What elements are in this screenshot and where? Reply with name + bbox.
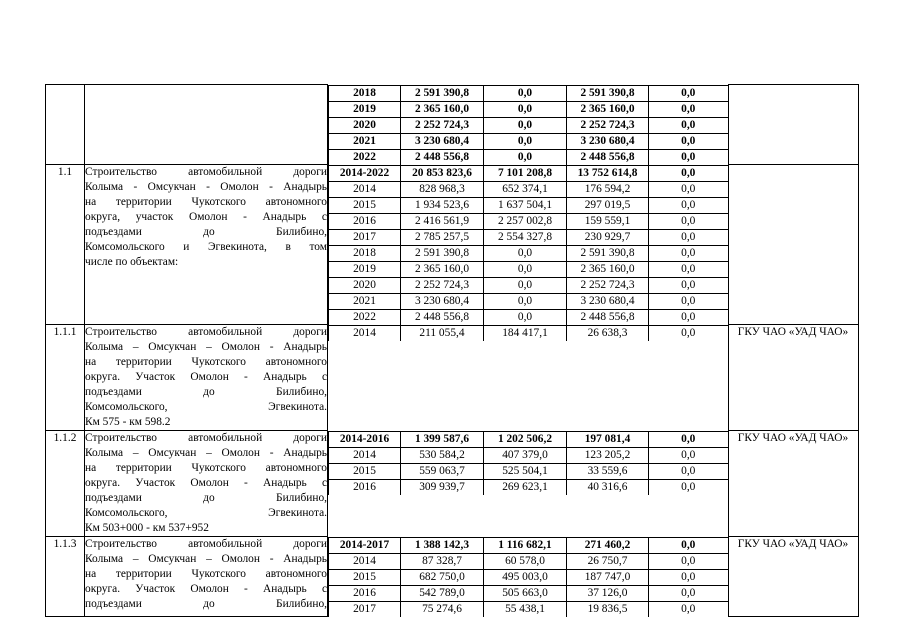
- value-row: [329, 181, 728, 197]
- total-cell: 211 055,4: [401, 325, 484, 341]
- description-line: Км 575 - км 598.2: [85, 416, 171, 428]
- section-description: [85, 431, 328, 537]
- value-row: [329, 213, 728, 229]
- other-cell: 0,0: [649, 325, 728, 341]
- description-line: подъездами до Билибино,: [85, 386, 327, 398]
- description-line: на территории Чукотского автономного: [85, 568, 327, 580]
- regional-cell: 297 019,5: [567, 197, 649, 213]
- regional-cell: 123 205,2: [567, 447, 649, 463]
- total-cell: 2 252 724,3: [401, 117, 484, 133]
- regional-cell: 2 365 160,0: [567, 261, 649, 277]
- section-number-cell: [46, 85, 85, 165]
- description-line: на территории Чукотского автономного: [85, 462, 327, 474]
- regional-cell: 230 929,7: [567, 229, 649, 245]
- description-line: подъездами до Билибино,: [85, 492, 327, 504]
- total-cell: 2 448 556,8: [401, 149, 484, 165]
- total-cell: 1 399 587,6: [401, 431, 484, 447]
- value-row: [329, 149, 728, 165]
- other-cell: 0,0: [649, 181, 728, 197]
- federal-cell: 2 554 327,8: [484, 229, 567, 245]
- description-line: Км 503+000 - км 537+952: [85, 522, 209, 534]
- regional-cell: 187 747,0: [567, 569, 649, 585]
- other-cell: 0,0: [649, 553, 728, 569]
- value-row: [329, 277, 728, 293]
- federal-cell: 652 374,1: [484, 181, 567, 197]
- value-row: [329, 309, 728, 325]
- description-line: Строительство автомобильной дороги: [85, 166, 327, 178]
- federal-cell: 0,0: [484, 133, 567, 149]
- total-cell: 559 063,7: [401, 463, 484, 479]
- total-cell: 2 448 556,8: [401, 309, 484, 325]
- section-1-1: [46, 165, 859, 325]
- total-cell: 2 591 390,8: [401, 85, 484, 101]
- section-number: 1.1.2: [46, 431, 85, 537]
- description-line: Строительство автомобильной дороги: [85, 432, 327, 444]
- federal-cell: 184 417,1: [484, 325, 567, 341]
- federal-cell: 0,0: [484, 277, 567, 293]
- section-number: 1.1.1: [46, 325, 85, 431]
- total-cell: 1 934 523,6: [401, 197, 484, 213]
- regional-cell: 26 638,3: [567, 325, 649, 341]
- value-row: [329, 553, 728, 569]
- value-row: [329, 601, 728, 617]
- total-cell: 530 584,2: [401, 447, 484, 463]
- executor-cell: [728, 85, 858, 165]
- section-1-1-2: [46, 431, 859, 537]
- federal-cell: 495 003,0: [484, 569, 567, 585]
- value-row: [329, 197, 728, 213]
- other-cell: 0,0: [649, 149, 728, 165]
- federal-cell: 7 101 208,8: [484, 165, 567, 181]
- regional-cell: 2 252 724,3: [567, 117, 649, 133]
- description-line: округа, участок Омолон - Анадырь с: [85, 211, 327, 223]
- value-row: [329, 261, 728, 277]
- regional-cell: 40 316,6: [567, 479, 649, 495]
- regional-cell: 3 230 680,4: [567, 293, 649, 309]
- year-cell: 2016: [329, 585, 401, 601]
- other-cell: 0,0: [649, 245, 728, 261]
- executor: ГКУ ЧАО «УАД ЧАО»: [728, 431, 858, 537]
- total-cell: 3 230 680,4: [401, 293, 484, 309]
- year-cell: 2022: [329, 309, 401, 325]
- other-cell: 0,0: [649, 463, 728, 479]
- year-cell: 2014: [329, 181, 401, 197]
- year-cell: 2018: [329, 245, 401, 261]
- description-line: округа. Участок Омолон - Анадырь с: [85, 371, 327, 383]
- description-line: Строительство автомобильной дороги: [85, 326, 327, 338]
- regional-cell: 2 448 556,8: [567, 149, 649, 165]
- values-table: [328, 537, 728, 617]
- value-row: [329, 447, 728, 463]
- executor: [728, 165, 858, 325]
- total-cell: 828 968,3: [401, 181, 484, 197]
- section-number: 1.1: [46, 165, 85, 325]
- year-cell: 2016: [329, 479, 401, 495]
- section-number: 1.1.3: [46, 537, 85, 617]
- year-cell: 2014-2017: [329, 537, 401, 553]
- regional-cell: 26 750,7: [567, 553, 649, 569]
- values-table: [328, 431, 728, 495]
- values-cell: [328, 325, 729, 431]
- total-cell: 1 388 142,3: [401, 537, 484, 553]
- regional-cell: 33 559,6: [567, 463, 649, 479]
- federal-cell: 407 379,0: [484, 447, 567, 463]
- year-cell: 2015: [329, 569, 401, 585]
- description-line: Комсомольского и Эгвекинота, в том: [85, 241, 327, 253]
- other-cell: 0,0: [649, 277, 728, 293]
- value-row: [329, 293, 728, 309]
- other-cell: 0,0: [649, 601, 728, 617]
- federal-cell: 1 202 506,2: [484, 431, 567, 447]
- values-table: [328, 325, 728, 341]
- values-table: [328, 165, 728, 325]
- description-line: Колыма – Омсукчан – Омолон - Анадырь: [85, 553, 327, 565]
- description-line: Строительство автомобильной дороги: [85, 538, 327, 550]
- description-line: Комсомольского, Эгвекинота.: [85, 507, 327, 519]
- other-cell: 0,0: [649, 133, 728, 149]
- year-cell: 2015: [329, 197, 401, 213]
- other-cell: 0,0: [649, 479, 728, 495]
- regional-cell: 3 230 680,4: [567, 133, 649, 149]
- regional-cell: 2 591 390,8: [567, 85, 649, 101]
- section-description: [85, 537, 328, 617]
- section-continuation: [46, 85, 859, 165]
- total-cell: 542 789,0: [401, 585, 484, 601]
- values-table: [328, 85, 728, 165]
- section-1-1-3: [46, 537, 859, 617]
- other-cell: 0,0: [649, 309, 728, 325]
- description-line: на территории Чукотского автономного: [85, 196, 327, 208]
- total-cell: 2 591 390,8: [401, 245, 484, 261]
- description-line: округа. Участок Омолон - Анадырь с: [85, 477, 327, 489]
- total-cell: 2 252 724,3: [401, 277, 484, 293]
- value-row: [329, 569, 728, 585]
- year-cell: 2021: [329, 293, 401, 309]
- other-cell: 0,0: [649, 165, 728, 181]
- year-cell: 2017: [329, 229, 401, 245]
- federal-cell: 0,0: [484, 101, 567, 117]
- regional-cell: 2 252 724,3: [567, 277, 649, 293]
- year-cell: 2014: [329, 553, 401, 569]
- other-cell: 0,0: [649, 537, 728, 553]
- value-row: [329, 431, 728, 447]
- year-cell: 2019: [329, 101, 401, 117]
- year-cell: 2015: [329, 463, 401, 479]
- description-line: Колыма - Омсукчан - Омолон - Анадырь: [85, 181, 327, 193]
- value-row: [329, 85, 728, 101]
- year-cell: 2016: [329, 213, 401, 229]
- description-line: подъездами до Билибино,: [85, 226, 327, 238]
- other-cell: 0,0: [649, 261, 728, 277]
- values-cell: [328, 431, 729, 537]
- other-cell: 0,0: [649, 101, 728, 117]
- federal-cell: 0,0: [484, 309, 567, 325]
- value-row: [329, 133, 728, 149]
- year-cell: 2022: [329, 149, 401, 165]
- other-cell: 0,0: [649, 213, 728, 229]
- federal-cell: 0,0: [484, 261, 567, 277]
- regional-cell: 2 365 160,0: [567, 101, 649, 117]
- executor: ГКУ ЧАО «УАД ЧАО»: [728, 537, 858, 617]
- value-row: [329, 585, 728, 601]
- year-cell: 2014: [329, 447, 401, 463]
- year-cell: 2020: [329, 117, 401, 133]
- regional-cell: 13 752 614,8: [567, 165, 649, 181]
- federal-cell: 0,0: [484, 117, 567, 133]
- total-cell: 2 416 561,9: [401, 213, 484, 229]
- value-row: [329, 325, 728, 341]
- total-cell: 75 274,6: [401, 601, 484, 617]
- value-row: [329, 101, 728, 117]
- description-line: на территории Чукотского автономного: [85, 356, 327, 368]
- regional-cell: 271 460,2: [567, 537, 649, 553]
- description-line: Комсомольского, Эгвекинота.: [85, 401, 327, 413]
- regional-cell: 19 836,5: [567, 601, 649, 617]
- total-cell: 309 939,7: [401, 479, 484, 495]
- section-1-1-1: [46, 325, 859, 431]
- year-cell: 2014: [329, 325, 401, 341]
- regional-cell: 2 448 556,8: [567, 309, 649, 325]
- value-row: [329, 245, 728, 261]
- value-row: [329, 229, 728, 245]
- other-cell: 0,0: [649, 229, 728, 245]
- values-cell: [328, 165, 729, 325]
- other-cell: 0,0: [649, 293, 728, 309]
- federal-cell: 0,0: [484, 85, 567, 101]
- total-cell: 20 853 823,6: [401, 165, 484, 181]
- federal-cell: 0,0: [484, 149, 567, 165]
- regional-cell: 2 591 390,8: [567, 245, 649, 261]
- year-cell: 2014-2016: [329, 431, 401, 447]
- executor: ГКУ ЧАО «УАД ЧАО»: [728, 325, 858, 431]
- regional-cell: 159 559,1: [567, 213, 649, 229]
- other-cell: 0,0: [649, 585, 728, 601]
- federal-cell: 2 257 002,8: [484, 213, 567, 229]
- federal-cell: 1 637 504,1: [484, 197, 567, 213]
- section-description: [85, 325, 328, 431]
- other-cell: 0,0: [649, 85, 728, 101]
- other-cell: 0,0: [649, 197, 728, 213]
- value-row: [329, 117, 728, 133]
- values-cell: [328, 85, 729, 165]
- federal-cell: 525 504,1: [484, 463, 567, 479]
- total-cell: 2 785 257,5: [401, 229, 484, 245]
- regional-cell: 176 594,2: [567, 181, 649, 197]
- section-description-cell: [85, 85, 328, 165]
- year-cell: 2019: [329, 261, 401, 277]
- year-cell: 2014-2022: [329, 165, 401, 181]
- total-cell: 682 750,0: [401, 569, 484, 585]
- year-cell: 2020: [329, 277, 401, 293]
- federal-cell: 0,0: [484, 245, 567, 261]
- section-description: [85, 165, 328, 325]
- values-cell: [328, 537, 729, 617]
- value-row: [329, 165, 728, 181]
- federal-cell: 505 663,0: [484, 585, 567, 601]
- year-cell: 2018: [329, 85, 401, 101]
- other-cell: 0,0: [649, 447, 728, 463]
- value-row: [329, 463, 728, 479]
- description-line: округа. Участок Омолон - Анадырь с: [85, 583, 327, 595]
- other-cell: 0,0: [649, 569, 728, 585]
- total-cell: 3 230 680,4: [401, 133, 484, 149]
- description-line: Колыма – Омсукчан – Омолон - Анадырь: [85, 447, 327, 459]
- description-line: числе по объектам:: [85, 256, 179, 268]
- value-row: [329, 479, 728, 495]
- federal-cell: 1 116 682,1: [484, 537, 567, 553]
- other-cell: 0,0: [649, 117, 728, 133]
- total-cell: 87 328,7: [401, 553, 484, 569]
- year-cell: 2021: [329, 133, 401, 149]
- total-cell: 2 365 160,0: [401, 101, 484, 117]
- value-row: [329, 537, 728, 553]
- total-cell: 2 365 160,0: [401, 261, 484, 277]
- description-line: подъездами до Билибино,: [85, 598, 327, 610]
- year-cell: 2017: [329, 601, 401, 617]
- federal-cell: 60 578,0: [484, 553, 567, 569]
- federal-cell: 269 623,1: [484, 479, 567, 495]
- federal-cell: 55 438,1: [484, 601, 567, 617]
- federal-cell: 0,0: [484, 293, 567, 309]
- regional-cell: 37 126,0: [567, 585, 649, 601]
- regional-cell: 197 081,4: [567, 431, 649, 447]
- other-cell: 0,0: [649, 431, 728, 447]
- budget-table: [45, 84, 859, 617]
- description-line: Колыма – Омсукчан – Омолон - Анадырь: [85, 341, 327, 353]
